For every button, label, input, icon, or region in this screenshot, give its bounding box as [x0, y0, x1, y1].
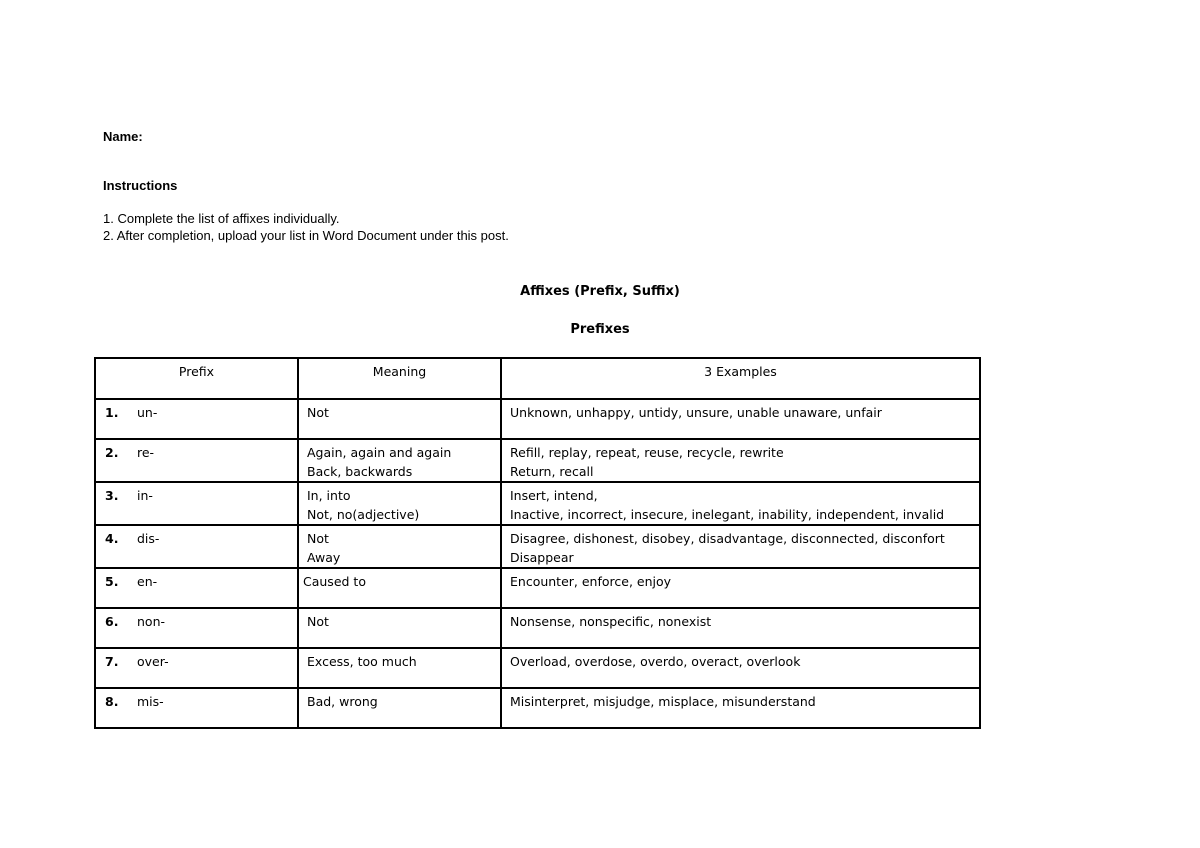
meaning-line: Not [307, 614, 329, 629]
meaning-cell [298, 525, 501, 568]
prefix-text: en- [137, 574, 158, 589]
meaning-line: Again, again and again [307, 445, 452, 460]
section-title: Prefixes [570, 322, 630, 337]
header-meaning: Meaning [298, 358, 501, 399]
prefix-table [94, 357, 981, 729]
prefix-text: mis- [137, 694, 164, 709]
examples-cell [501, 648, 980, 688]
row-number: 6. [105, 614, 119, 629]
row-number: 8. [105, 694, 119, 709]
prefix-cell [95, 568, 298, 608]
examples-line: Encounter, enforce, enjoy [510, 574, 672, 589]
meaning-line: Away [307, 550, 341, 565]
examples-cell [501, 399, 980, 439]
table-header-row [95, 358, 980, 399]
examples-cell [501, 482, 980, 525]
examples-cell [501, 688, 980, 728]
instructions-heading: Instructions [103, 178, 178, 193]
row-number: 5. [105, 574, 119, 589]
prefix-text: dis- [137, 531, 160, 546]
header-prefix: Prefix [95, 358, 298, 399]
prefix-cell [95, 482, 298, 525]
table-row [95, 688, 980, 728]
row-number: 4. [105, 531, 119, 546]
examples-cell [501, 439, 980, 482]
examples-line: Disagree, dishonest, disobey, disadvantage, disconnected, disconfort [510, 531, 945, 546]
name-label: Name: [103, 129, 143, 144]
meaning-line: Back, backwards [307, 464, 413, 479]
table-row [95, 525, 980, 568]
prefix-cell [95, 648, 298, 688]
table-row [95, 568, 980, 608]
row-number: 7. [105, 654, 119, 669]
meaning-cell [298, 648, 501, 688]
examples-cell [501, 525, 980, 568]
row-number: 3. [105, 488, 119, 503]
examples-line: Refill, replay, repeat, reuse, recycle, rewrite [510, 445, 784, 460]
examples-cell [501, 568, 980, 608]
meaning-line: Not, no(adjective) [307, 507, 420, 522]
prefix-cell [95, 399, 298, 439]
meaning-line: Caused to [303, 574, 366, 589]
examples-line: Unknown, unhappy, untidy, unsure, unable unaware, unfair [510, 405, 882, 420]
prefix-text: re- [137, 445, 155, 460]
prefix-cell [95, 688, 298, 728]
examples-cell [501, 608, 980, 648]
row-number: 1. [105, 405, 119, 420]
meaning-cell [298, 568, 501, 608]
meaning-line: Not [307, 405, 329, 420]
meaning-line: In, into [307, 488, 351, 503]
examples-line: Misinterpret, misjudge, misplace, misunderstand [510, 694, 816, 709]
examples-line: Inactive, incorrect, insecure, inelegant, inability, independent, invalid [510, 507, 945, 522]
instruction-line-1: 1. Complete the list of affixes individually. [103, 211, 340, 226]
examples-line: Return, recall [510, 464, 594, 479]
table-row [95, 648, 980, 688]
meaning-line: Not [307, 531, 329, 546]
prefix-cell [95, 525, 298, 568]
prefix-cell [95, 439, 298, 482]
instruction-line-2: 2. After completion, upload your list in Word Document under this post. [103, 228, 509, 243]
meaning-cell [298, 399, 501, 439]
table-row [95, 439, 980, 482]
document-title: Affixes (Prefix, Suffix) [520, 284, 680, 299]
prefix-text: un- [137, 405, 158, 420]
examples-line: Nonsense, nonspecific, nonexist [510, 614, 712, 629]
row-number: 2. [105, 445, 119, 460]
prefix-text: non- [137, 614, 166, 629]
prefix-text: over- [137, 654, 169, 669]
prefix-cell [95, 608, 298, 648]
examples-line: Disappear [510, 550, 574, 565]
header-examples: 3 Examples [501, 358, 980, 399]
table-row [95, 482, 980, 525]
meaning-cell [298, 482, 501, 525]
examples-line: Insert, intend, [510, 488, 598, 503]
meaning-line: Bad, wrong [307, 694, 378, 709]
prefix-text: in- [137, 488, 153, 503]
table-row [95, 399, 980, 439]
meaning-cell [298, 608, 501, 648]
meaning-cell [298, 439, 501, 482]
meaning-cell [298, 688, 501, 728]
examples-line: Overload, overdose, overdo, overact, overlook [510, 654, 801, 669]
table-row [95, 608, 980, 648]
meaning-line: Excess, too much [307, 654, 417, 669]
